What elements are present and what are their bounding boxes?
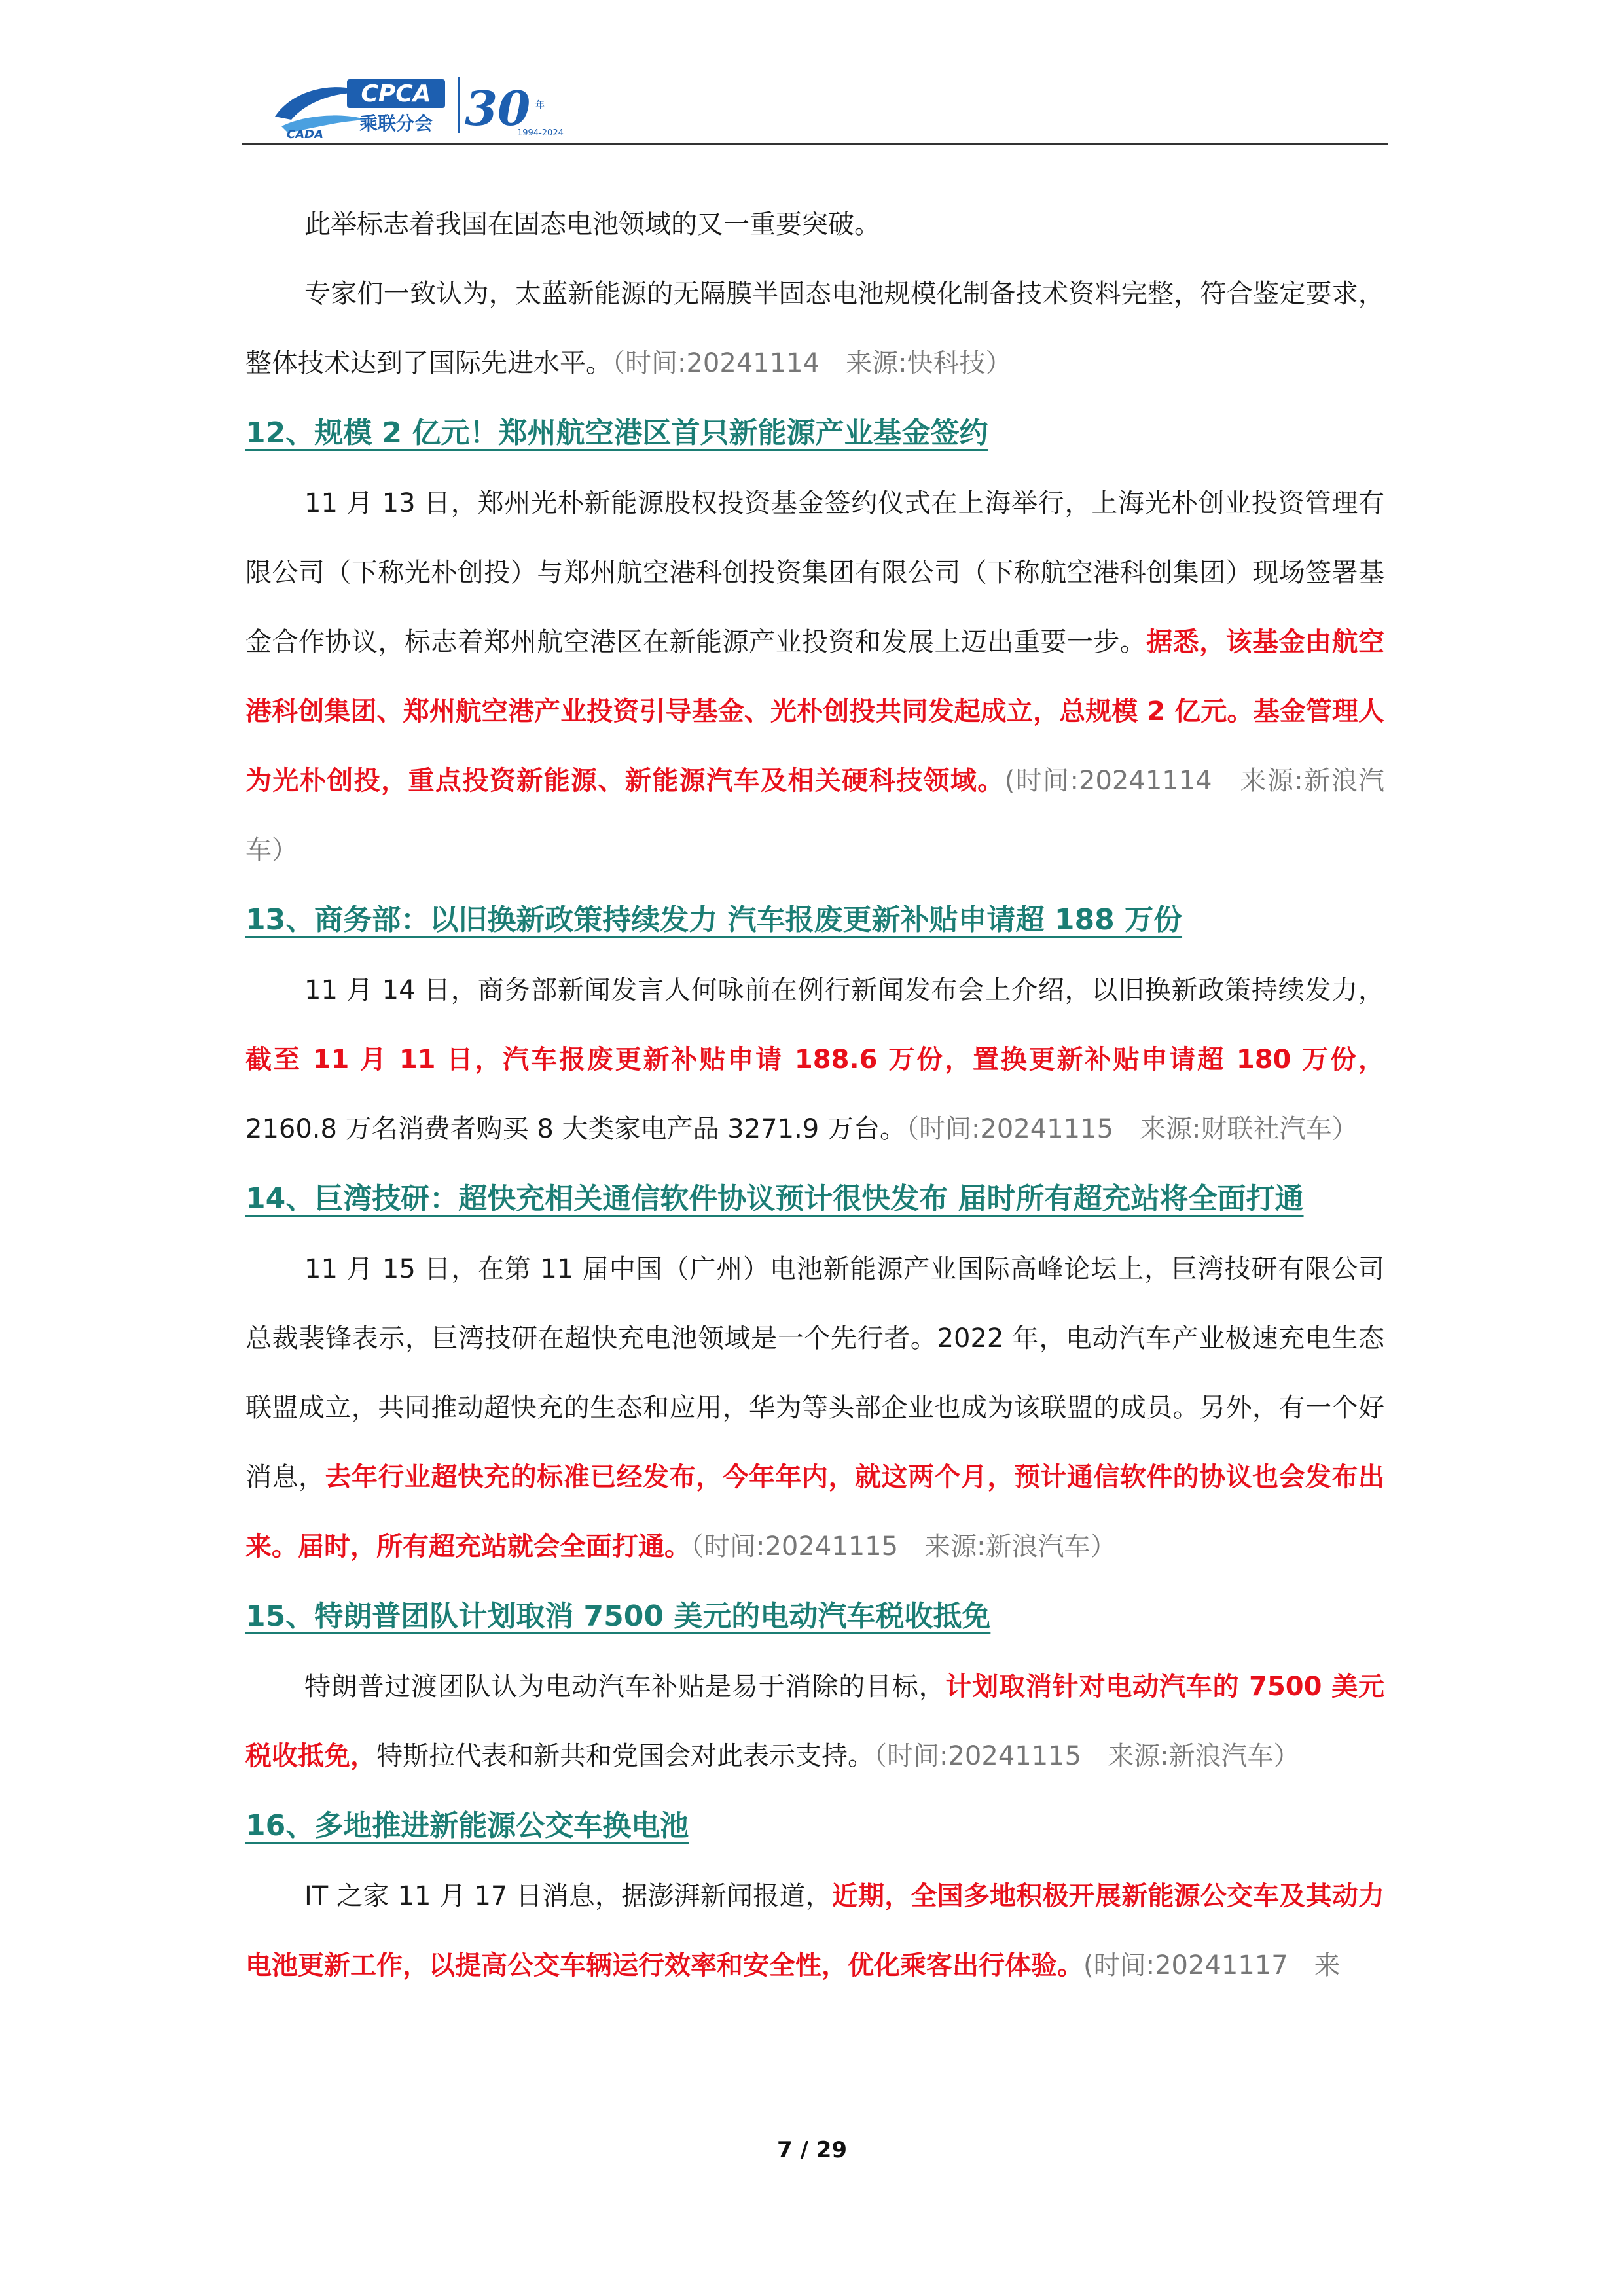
emphasis-text: 计划取消针对电动汽车的 7500 美元税收抵免， xyxy=(245,1672,1385,1771)
emphasis-text: 截至 11 月 11 日，汽车报废更新补贴申请 188.6 万份，置换更新补贴申请超 180 万份， xyxy=(245,1045,1384,1075)
emphasis-text: 据悉，该基金由航空港科创集团、郑州航空港产业投资引导基金、光朴创投共同发起成立，总规模 2 亿元。基金管理人为光朴创投，重点投资新能源、新能源汽车及相关硬科技领域。 xyxy=(245,627,1385,796)
logo-anniv-number: 30 xyxy=(465,81,531,136)
article-body xyxy=(245,190,1384,2000)
logo-anniv-years: 1994-2024 xyxy=(517,128,564,138)
paragraph xyxy=(245,259,1384,398)
source-citation: （时间:20241114 来源:快科技） xyxy=(612,348,1012,378)
paragraph-text: 11 月 14 日，商务部新闻发言人何咏前在例行新闻发布会上介绍，以旧换新政策持续发力， xyxy=(304,975,1384,1005)
paragraph xyxy=(245,1652,1384,1791)
logo-cn-text: 乘联分会 xyxy=(359,113,433,134)
paragraph-text: 特斯拉代表和新共和党国会对此表示支持。 xyxy=(376,1741,874,1771)
source-citation: （时间:20241115 来源:新浪汽车） xyxy=(691,1532,1117,1562)
page-number: 7 / 29 xyxy=(776,2137,848,2163)
source-citation: (时间:20241117 来 xyxy=(1083,1950,1341,1981)
page-header xyxy=(242,62,1388,147)
paragraph xyxy=(245,1234,1384,1581)
paragraph xyxy=(245,1861,1384,2000)
paragraph xyxy=(245,190,1384,259)
paragraph-text: 专家们一致认为，太蓝新能源的无隔膜半固态电池规模化制备技术资料完整，符合鉴定要求，整体技术达到了国际先进水平。 xyxy=(245,279,1384,378)
section-heading: 15、特朗普团队计划取消 7500 美元的电动汽车税收抵免 xyxy=(245,1600,991,1633)
source-citation: （时间:20241115 来源:新浪汽车） xyxy=(874,1741,1300,1771)
source-citation: (时间:20241114 来源:新浪汽车） xyxy=(245,766,1385,865)
section-heading: 14、巨湾技研：超快充相关通信软件协议预计很快发布 届时所有超充站将全面打通 xyxy=(245,1182,1304,1215)
paragraph-text: 11 月 15 日，在第 11 届中国（广州）电池新能源产业国际高峰论坛上，巨湾技研有限公司总裁裴锋表示，巨湾技研在超快充电池领域是一个先行者。2022 年，电动汽车产业极速充电生态联盟成立，共同推动超快充的生态和应用，华为等头部企业也成为该联盟的成员。另外，有一个好消息， xyxy=(245,1254,1384,1492)
paragraph-text: IT 之家 11 月 17 日消息，据澎湃新闻报道， xyxy=(304,1881,832,1911)
logo-cada-text: CADA xyxy=(287,128,324,141)
emphasis-text: 近期，全国多地积极开展新能源公交车及其动力电池更新工作，以提高公交车辆运行效率和安全性，优化乘客出行体验。 xyxy=(245,1881,1384,1981)
paragraph-text: 11 月 13 日，郑州光朴新能源股权投资基金签约仪式在上海举行，上海光朴创业投资管理有限公司（下称光朴创投）与郑州航空港科创投资集团有限公司（下称航空港科创集团）现场签署基金合作协议，标志着郑州航空港区在新能源产业投资和发展上迈出重要一步。 xyxy=(245,488,1384,657)
paragraph-text: 此举标志着我国在固态电池领域的又一重要突破。 xyxy=(304,209,880,240)
logo-anniv-sub: 年 xyxy=(535,100,545,111)
section-heading: 12、规模 2 亿元！郑州航空港区首只新能源产业基金签约 xyxy=(245,416,988,450)
paragraph xyxy=(245,469,1384,885)
section-heading: 16、多地推进新能源公交车换电池 xyxy=(245,1809,689,1842)
logo-cpca-text: CPCA xyxy=(361,81,431,107)
section-heading: 13、商务部：以旧换新政策持续发力 汽车报废更新补贴申请超 188 万份 xyxy=(245,903,1183,937)
paragraph-text: 2160.8 万名消费者购买 8 大类家电产品 3271.9 万台。 xyxy=(245,1114,906,1144)
emphasis-text: 去年行业超快充的标准已经发布，今年年内，就这两个月，预计通信软件的协议也会发布出来。届时，所有超充站就会全面打通。 xyxy=(245,1462,1385,1562)
paragraph-text: 特朗普过渡团队认为电动汽车补贴是易于消除的目标， xyxy=(304,1672,946,1702)
header-divider xyxy=(242,143,1388,145)
cpca-logo xyxy=(268,67,583,143)
paragraph xyxy=(245,956,1384,1164)
source-citation: （时间:20241115 来源:财联社汽车） xyxy=(905,1114,1358,1144)
